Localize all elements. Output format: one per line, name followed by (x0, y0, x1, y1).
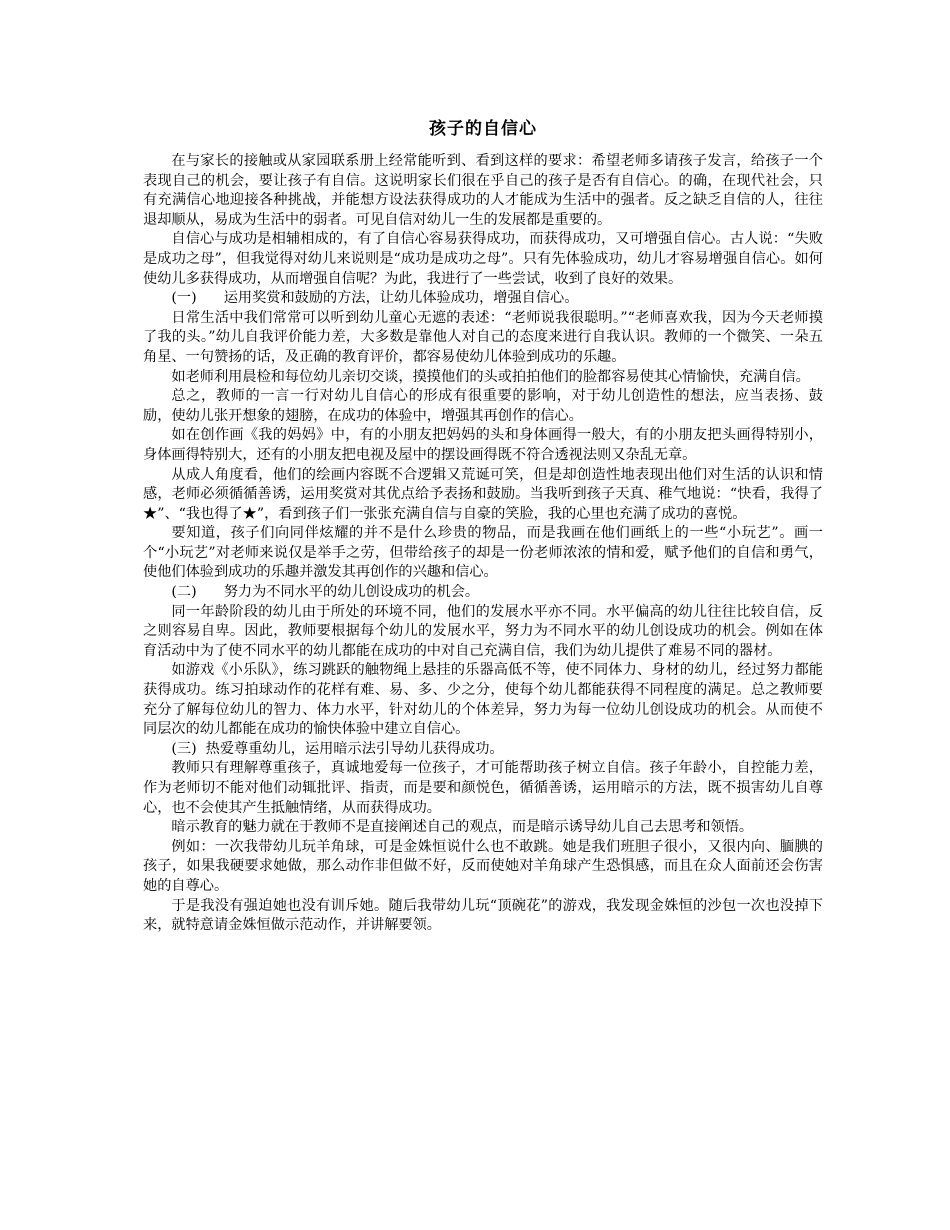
paragraph: 自信心与成功是相辅相成的，有了自信心容易获得成功，而获得成功，又可增强自信心。古人说：“失败是成功之母”，但我觉得对幼儿来说则是“成功是成功之母”。只有先体验成功，幼儿才容易增强自信心。如何使幼儿多获得成功，从而增强自信呢？为此，我进行了一些尝试，收到了良好的效果。 (143, 231, 823, 287)
paragraph: 从成人角度看，他们的绘画内容既不合逻辑又荒诞可笑，但是却创造性地表现出他们对生活的认识和情感，老师必须循循善诱，运用奖赏对其优点给予表扬和鼓励。当我听到孩子天真、稚气地说：“快看，我得了★”、“我也得了★”，看到孩子们一张张充满自信与自豪的笑脸，我的心里也充满了成功的喜悦。 (143, 466, 823, 522)
paragraph: 总之，教师的一言一行对幼儿自信心的形成有很重要的影响，对于幼儿创造性的想法，应当表扬、鼓励，使幼儿张开想象的翅膀，在成功的体验中，增强其再创作的信心。 (143, 388, 823, 424)
paragraph: 如游戏《小乐队》，练习跳跃的触物绳上悬挂的乐器高低不等，使不同体力、身材的幼儿，经过努力都能获得成功。练习拍球动作的花样有难、易、多、少之分，使每个幼儿都能获得不同程度的满足。总之教师要充分了解每位幼儿的智力、体力水平，针对幼儿的个体差异，努力为每一位幼儿创设成功的机会。从而使不同层次的幼儿都能在成功的愉快体验中建立自信心。 (143, 662, 823, 738)
section-heading-3: (三) 热爱尊重幼儿，运用暗示法引导幼儿获得成功。 (171, 740, 504, 757)
document-page (143, 0, 823, 936)
paragraph: 于是我没有强迫她也没有训斥她。随后我带幼儿玩“顶碗花”的游戏，我发现金姝恒的沙包一次也没掉下来，就特意请金姝恒做示范动作，并讲解要领。 (143, 897, 823, 934)
document-body (143, 152, 823, 936)
paragraph-intro: 在与家长的接触或从家园联系册上经常能听到、看到这样的要求：希望老师多请孩子发言，给孩子一个表现自己的机会，要让孩子有自信。这说明家长们很在乎自己的孩子是否有自信心。的确，在现代社会，只有充满信心地迎接各种挑战，并能想方设法获得成功的人才能成为生活中的强者。反之缺乏自信的人，往往退却顺从，易成为生活中的弱者。可见自信对幼儿一生的发展都是重要的。 (143, 153, 823, 228)
section-heading-1: (一) 运用奖赏和鼓励的方法，让幼儿体验成功，增强自信心。 (171, 290, 579, 307)
paragraph: 日常生活中我们常常可以听到幼儿童心无遮的表述：“老师说我很聪明。”“老师喜欢我，因为今天老师摸了我的头。”幼儿自我评价能力差，大多数是靠他人对自己的态度来进行自我认识。教师的一个微笑、一朵五角星、一句赞扬的话，及正确的教育评价，都容易使幼儿体验到成功的乐趣。 (143, 309, 823, 365)
document-title: 孩子的自信心 (429, 119, 537, 139)
section-heading-2: (二) 努力为不同水平的幼儿创设成功的机会。 (171, 584, 480, 601)
paragraph: 如老师利用晨检和每位幼儿亲切交谈，摸摸他们的头或拍拍他们的脸都容易使其心情愉快，充满自信。 (171, 368, 810, 385)
paragraph: 例如：一次我带幼儿玩羊角球，可是金姝恒说什么也不敢跳。她是我们班胆子很小，又很内向、腼腆的孩子，如果我硬要求她做，那么动作非但做不好，反而使她对羊角球产生恐惧感，而且在众人面前还会伤害她的自尊心。 (143, 838, 823, 894)
paragraph: 要知道，孩子们向同伴炫耀的并不是什么珍贵的物品，而是我画在他们画纸上的一些“小玩艺”。画一个“小玩艺”对老师来说仅是举手之劳，但带给孩子的却是一份老师浓浓的情和爱，赋予他们的自信和勇气，使他们体验到成功的乐趣并激发其再创作的兴趣和信心。 (143, 525, 823, 581)
paragraph: 如在创作画《我的妈妈》中，有的小朋友把妈妈的头和身体画得一般大，有的小朋友把头画得特别小，身体画得特别大，还有的小朋友把电视及屋中的摆设画得既不符合透视法则又杂乱无章。 (143, 427, 823, 463)
paragraph: 同一年龄阶段的幼儿由于所处的环境不同，他们的发展水平亦不同。水平偏高的幼儿往往比较自信，反之则容易自卑。因此，教师要根据每个幼儿的发展水平，努力为不同水平的幼儿创设成功的机会。例如在体育活动中为了使不同水平的幼儿都能在成功的中对自己充满自信，我们为幼儿提供了难易不同的器材。 (143, 603, 823, 659)
paragraph: 暗示教育的魅力就在于教师不是直接阐述自己的观点，而是暗示诱导幼儿自己去思考和领悟。 (171, 819, 754, 836)
paragraph: 教师只有理解尊重孩子，真诚地爱每一位孩子，才可能帮助孩子树立自信。孩子年龄小，自控能力差，作为老师切不能对他们动辄批评、指责，而是要和颜悦色，循循善诱，运用暗示的方法，既不损害幼儿自尊心，也不会使其产生抵触情绪，从而获得成功。 (143, 760, 823, 816)
